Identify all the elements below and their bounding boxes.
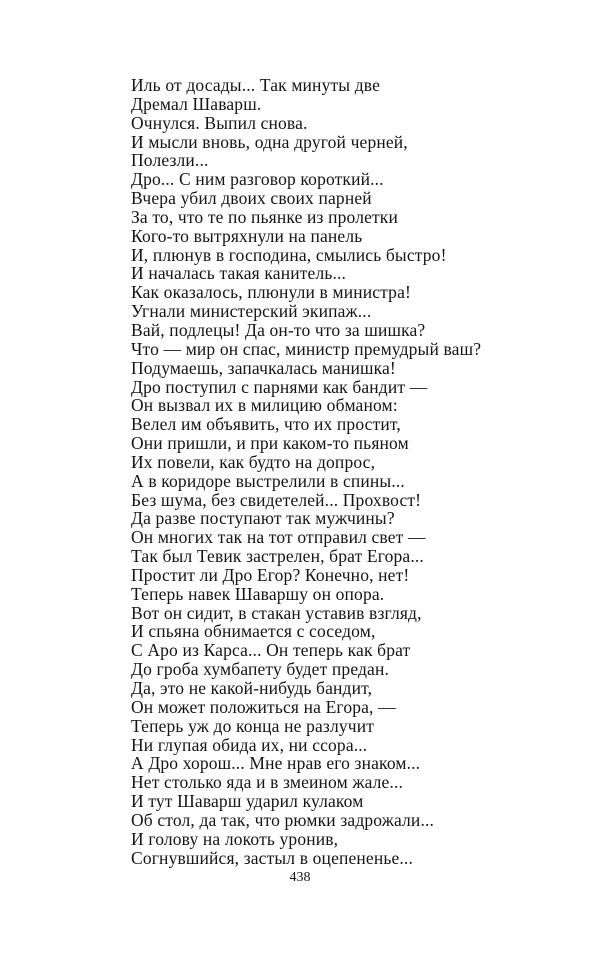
poem-line: Дро... С ним разговор короткий... — [131, 169, 384, 190]
poem-line: Вот он сидит, в стакан уставив взгляд, — [131, 602, 422, 623]
poem-line: Угнали министерский экипаж... — [131, 301, 372, 322]
poem-line: Да разве поступают так мужчины? — [131, 508, 395, 529]
poem-line: Кого-то вытряхнули на панель — [131, 225, 363, 246]
poem-line: Вчера убил двоих своих парней — [131, 188, 372, 209]
poem-line: И началась такая канитель... — [131, 263, 347, 284]
poem-line: Без шума, без свидетелей... Прохвост! — [131, 489, 422, 510]
poem-line: Простит ли Дро Егор? Конечно, нет! — [131, 564, 410, 585]
poem-line: Он многих так на тот отправил свет — — [131, 527, 426, 548]
poem-line: А Дро хорош... Мне нрав его знаком... — [131, 753, 421, 774]
poem-line: Он вызвал их в милицию обманом: — [131, 395, 398, 416]
poem-line: Они пришли, и при каком-то пьяном — [131, 433, 409, 454]
poem-line: Дро поступил с парнями как бандит — — [131, 376, 428, 397]
poem-line: За то, что те по пьянке из пролетки — [131, 206, 398, 227]
poem-line: Подумаешь, запачкалась манишка! — [131, 357, 396, 378]
poem-line: Теперь уж до конца не разлучит — [131, 715, 375, 736]
poem-line: Что — мир он спас, министр премудрый ваш? — [131, 338, 482, 359]
poem-line: Ни глупая обида их, ни ссора... — [131, 734, 368, 755]
poem-line: Очнулся. Выпил снова. — [131, 112, 308, 133]
poem-line: Иль от досады... Так минуты две — [131, 75, 380, 95]
poem-line: Да, это не какой-нибудь бандит, — [131, 678, 373, 698]
poem-line: До гроба хумбапету будет предан. — [131, 659, 390, 680]
poem-line: Об стол, да так, что рюмки задрожали... — [131, 809, 435, 830]
poem-line: Полезли... — [131, 150, 209, 171]
poem-line: Теперь навек Шаваршу он опора. — [131, 583, 385, 604]
poem-line: С Аро из Карса... Он теперь как брат — [131, 640, 411, 661]
page-number: 438 — [289, 870, 311, 885]
poem-text — [131, 76, 481, 867]
poem-line: Согнувшийся, застыл в оцепененье... — [131, 847, 413, 868]
poem-line: Он может положиться на Егора, — — [131, 696, 396, 717]
poem-line: И мысли вновь, одна другой черней, — [131, 131, 408, 152]
poem-line: И, плюнув в господина, смылись быстро! — [131, 244, 447, 265]
poem-line: И тут Шаварш ударил кулаком — [131, 791, 364, 812]
poem-line: Вай, подлецы! Да он-то что за шишка? — [131, 319, 426, 340]
poem-line: Как оказалось, плюнули в министра! — [131, 282, 411, 303]
poem-line: А в коридоре выстрелили в спины... — [131, 470, 405, 491]
poem-line: Их повели, как будто на допрос, — [131, 451, 376, 472]
poem-line: И спьяна обнимается с соседом, — [131, 621, 376, 642]
poem-line: Велел им объявить, что их простит, — [131, 414, 401, 435]
poem-line: Нет столько яда и в змеином жале... — [131, 772, 404, 793]
poem-line: И голову на локоть уронив, — [131, 828, 339, 849]
poem-line: Дремал Шаварш. — [131, 93, 262, 114]
poem-line: Так был Тевик застрелен, брат Егора... — [131, 546, 424, 567]
